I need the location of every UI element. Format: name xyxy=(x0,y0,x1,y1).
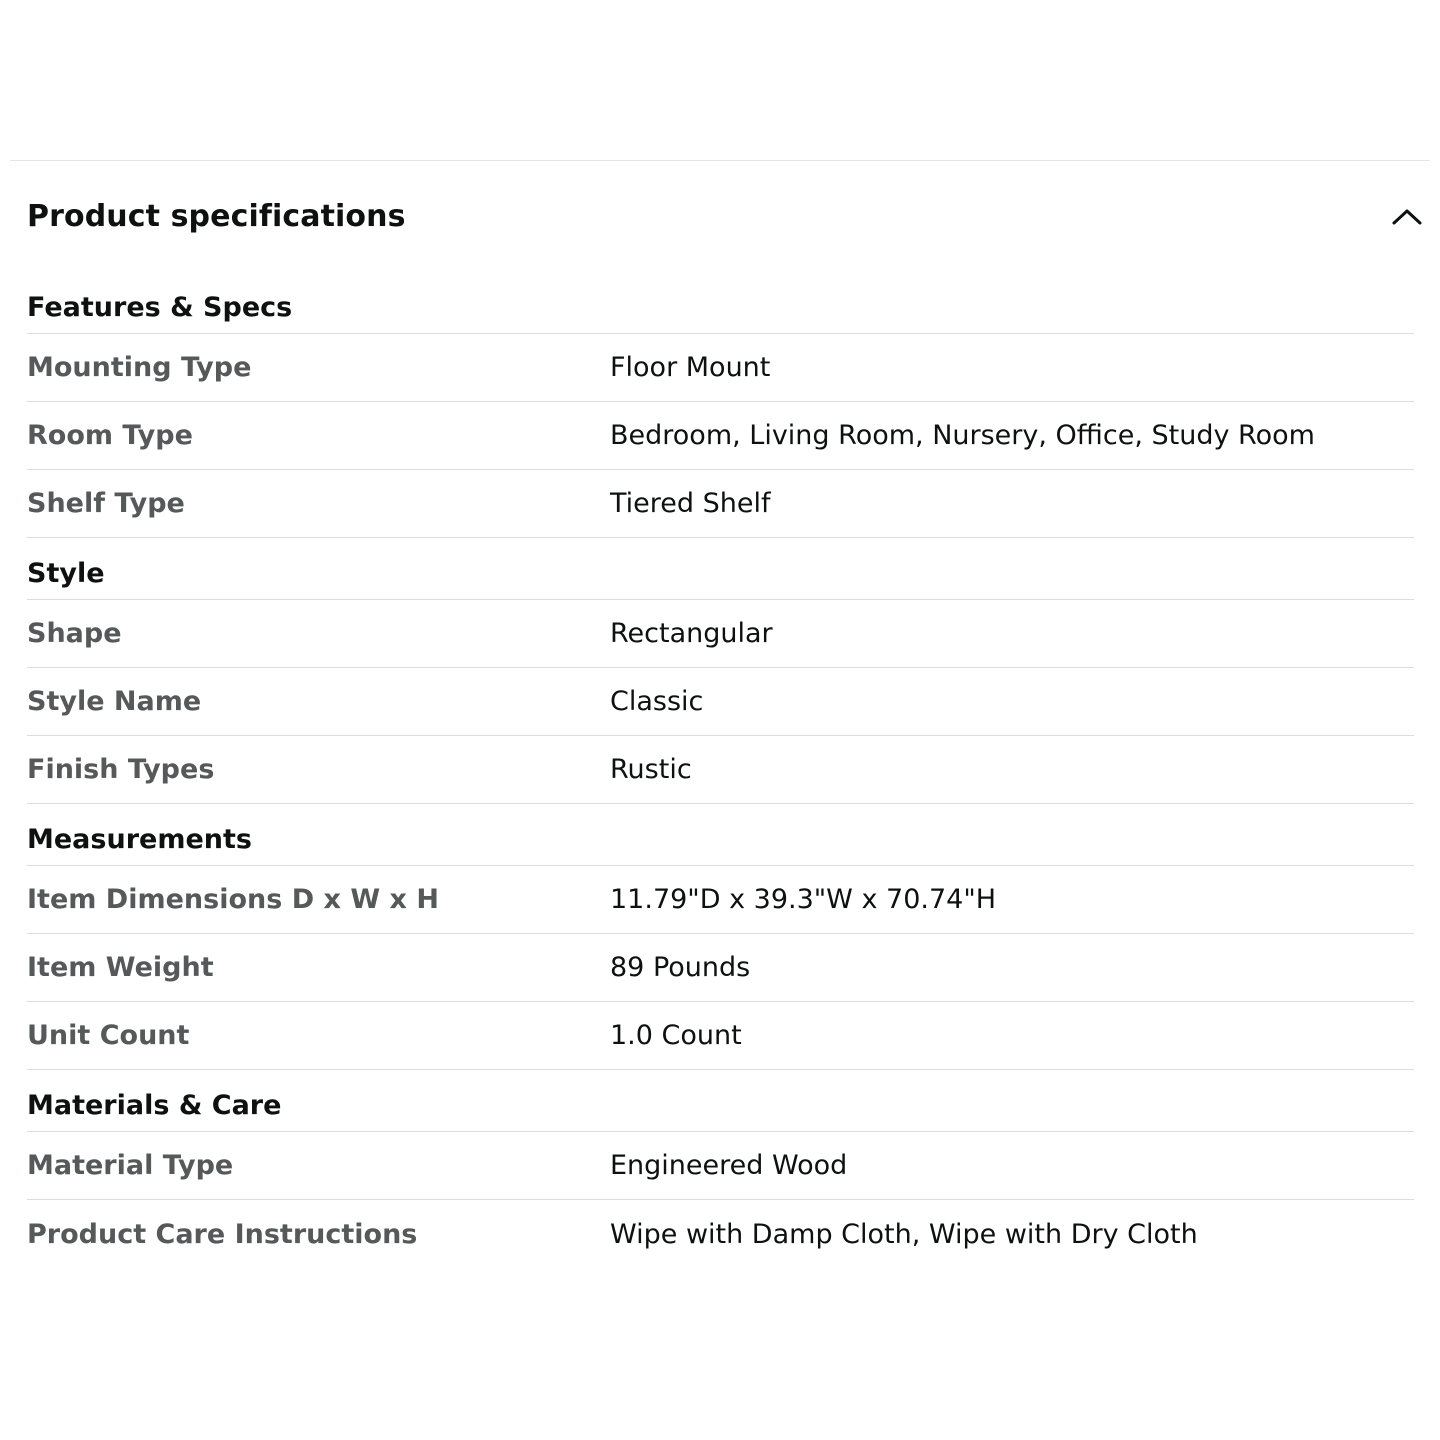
panel-title: Product specifications xyxy=(27,198,406,234)
spec-value: Classic xyxy=(610,686,704,717)
spec-key: Item Weight xyxy=(27,952,214,983)
spec-value: Bedroom, Living Room, Nursery, Office, Study Room xyxy=(610,420,1315,451)
table-row xyxy=(27,1200,1414,1268)
spec-value: 1.0 Count xyxy=(610,1020,742,1051)
spec-value: 11.79"D x 39.3"W x 70.74"H xyxy=(610,884,997,915)
spec-value: Floor Mount xyxy=(610,352,771,383)
group-heading: Measurements xyxy=(27,804,1414,866)
spec-key: Shelf Type xyxy=(27,488,185,519)
group-heading: Features & Specs xyxy=(27,272,1414,334)
spec-value: 89 Pounds xyxy=(610,952,751,983)
table-row xyxy=(27,736,1414,804)
product-specifications-header[interactable] xyxy=(27,188,1424,244)
spec-value: Rectangular xyxy=(610,618,773,649)
spec-key: Style Name xyxy=(27,686,202,717)
spec-key: Material Type xyxy=(27,1150,234,1181)
spec-key: Item Dimensions D x W x H xyxy=(27,884,439,915)
table-row xyxy=(27,668,1414,736)
spec-group-materials-care xyxy=(27,1070,1414,1268)
spec-value: Rustic xyxy=(610,754,692,785)
table-row xyxy=(27,1002,1414,1070)
table-row xyxy=(27,470,1414,538)
spec-key: Mounting Type xyxy=(27,352,252,383)
spec-key: Finish Types xyxy=(27,754,215,785)
spec-list xyxy=(27,272,1414,1268)
table-row xyxy=(27,866,1414,934)
table-row xyxy=(27,402,1414,470)
spec-key: Product Care Instructions xyxy=(27,1218,418,1250)
spec-key: Room Type xyxy=(27,420,193,451)
spec-group-style xyxy=(27,538,1414,804)
spec-group-measurements xyxy=(27,804,1414,1070)
table-row xyxy=(27,600,1414,668)
spec-key: Unit Count xyxy=(27,1020,190,1051)
table-row xyxy=(27,1132,1414,1200)
group-heading: Materials & Care xyxy=(27,1070,1414,1132)
table-row xyxy=(27,334,1414,402)
spec-group-features-specs xyxy=(27,272,1414,538)
table-row xyxy=(27,934,1414,1002)
spec-key: Shape xyxy=(27,618,122,649)
spec-value: Engineered Wood xyxy=(610,1150,848,1181)
spec-value: Tiered Shelf xyxy=(610,488,771,519)
section-divider xyxy=(10,160,1430,161)
group-heading: Style xyxy=(27,538,1414,600)
spec-value: Wipe with Damp Cloth, Wipe with Dry Cloth xyxy=(610,1218,1198,1250)
chevron-up-icon[interactable] xyxy=(1390,199,1424,233)
